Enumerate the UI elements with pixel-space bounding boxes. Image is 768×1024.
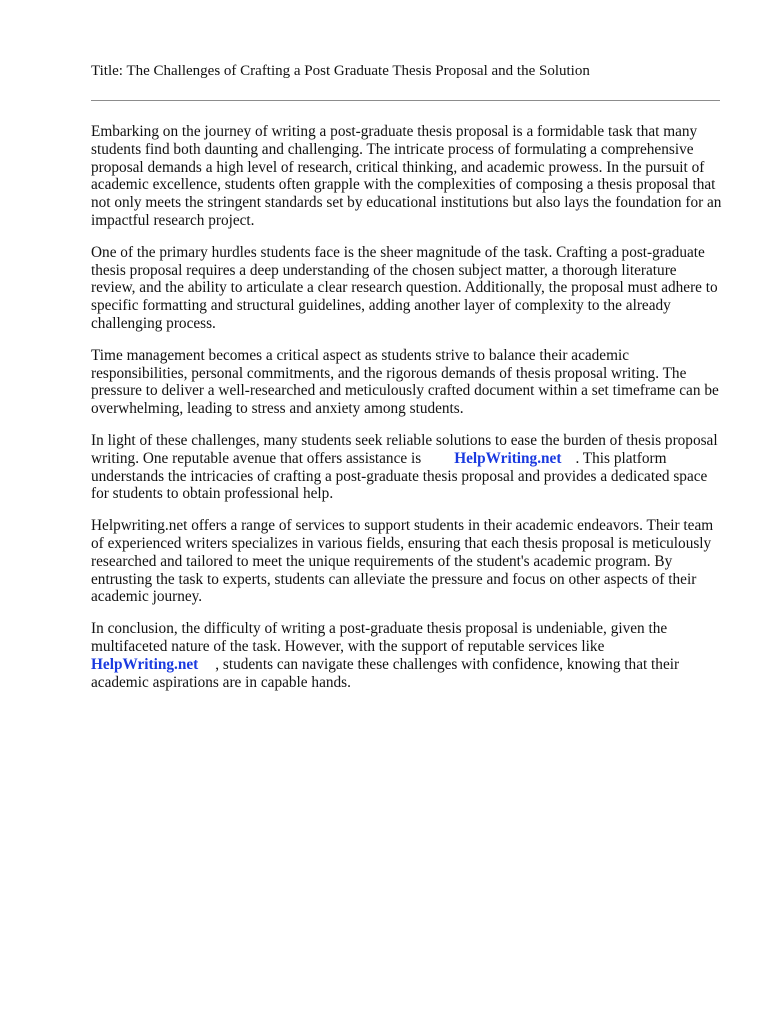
paragraph-solutions-text-after: . This platform understands the intricacies of crafting a post-graduate thesis proposal and provides a dedicated space for students to obtain professional help. [91, 449, 708, 503]
paragraph-conclusion [91, 620, 723, 691]
helpwriting-link-conclusion[interactable]: HelpWriting.net [91, 655, 199, 673]
paragraph-time-management: Time management becomes a critical aspect as students strive to balance their academic responsibilities, personal commitments, and the rigorous demands of thesis proposal writing. The pressure to deliver a well-researched and meticulously crafted document within a set timeframe can be overwhelming, leading to stress and anxiety among students. [91, 346, 719, 418]
paragraph-introduction: Embarking on the journey of writing a post-graduate thesis proposal is a formidable task that many students find both daunting and challenging. The intricate process of formulating a comprehensive proposal demands a high level of research, critical thinking, and academic prowess. In the pursuit of academic excellence, students often grapple with the complexities of composing a thesis proposal that not only meets the stringent standards set by educational institutions but also lays the foundation for an impactful research project. [91, 123, 722, 229]
helpwriting-link[interactable]: HelpWriting.net [454, 449, 562, 467]
document-title: Title: The Challenges of Crafting a Post Graduate Thesis Proposal and the Solution [91, 63, 590, 79]
paragraph-conclusion-text-before: In conclusion, the difficulty of writing a post-graduate thesis proposal is undeniable, given the multifaceted nature of the task. However, with the support of reputable services like [91, 620, 668, 655]
title-divider [91, 100, 720, 101]
paragraph-hurdles: One of the primary hurdles students face is the sheer magnitude of the task. Crafting a post-graduate thesis proposal requires a deep understanding of the chosen subject matter, a thorough literature review, and the ability to articulate a clear research question. Additionally, the proposal must adhere to specific formatting and structural guidelines, adding another layer of complexity to the already challenging process. [91, 243, 718, 332]
paragraph-solutions [91, 432, 723, 503]
paragraph-solutions-text-before: In light of these challenges, many students seek reliable solutions to ease the burden of thesis proposal writing. One reputable avenue that offers assistance is [91, 431, 718, 467]
document-body [91, 123, 723, 705]
paragraph-services: Helpwriting.net offers a range of services to support students in their academic endeavors. Their team of experienced writers specializes in various fields, ensuring that each thesis proposal is meticulously researched and tailored to meet the unique requirements of the student's academic program. By entrusting the task to experts, students can alleviate the pressure and focus on other aspects of their academic journey. [91, 517, 714, 606]
paragraph-conclusion-text-after: , students can navigate these challenges with confidence, knowing that their academic aspirations are in capable hands. [91, 655, 680, 691]
